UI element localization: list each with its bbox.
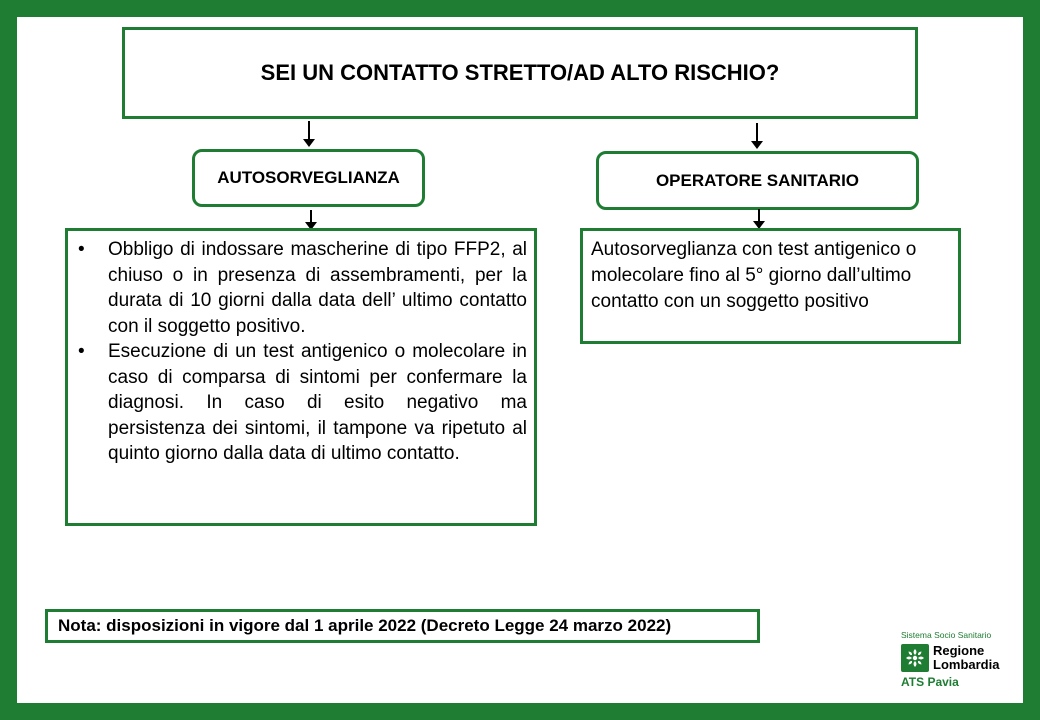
autosorveglianza-details	[65, 228, 537, 526]
operatore-sanitario-label: OPERATORE SANITARIO	[655, 170, 860, 190]
autosorveglianza-box	[192, 149, 425, 207]
operatore-sanitario-text: Autosorveglianza con test antigenico o molecolare fino al 5° giorno dall’ultimo contatto con un soggetto positivo	[591, 239, 917, 312]
logo-top-text: Sistema Socio Sanitario	[901, 630, 992, 640]
arrow-to-right-details	[758, 209, 760, 221]
note-box	[45, 609, 760, 643]
operatore-sanitario-box	[596, 151, 919, 210]
regione-lombardia-logo	[901, 630, 1013, 696]
arrow-to-left-details	[310, 210, 312, 222]
logo-ats-text: ATS Pavia	[901, 675, 959, 689]
details-list	[78, 237, 527, 467]
list-item: • Obbligo di indossare mascherine di tipo FFP2, al chiuso o in presenza di assembramenti, per la durata di 10 giorni dalla data dell’ ultimo contatto con il soggetto positivo.	[78, 237, 527, 339]
logo-name-line1: Regione	[933, 643, 985, 658]
list-item: • Esecuzione di un test antigenico o molecolare in caso di comparsa di sintomi per confermare la diagnosi. In caso di esito negativo ma persistenza dei sintomi, il tampone va ripetuto al quinto giorno dalla data di ultimo contatto.	[78, 339, 527, 467]
logo-name-line2: Lombardia	[933, 657, 1000, 672]
lombardia-rose-icon	[901, 644, 929, 672]
question-title: SEI UN CONTATTO STRETTO/AD ALTO RISCHIO?	[260, 60, 780, 85]
autosorveglianza-label: AUTOSORVEGLIANZA	[217, 168, 400, 187]
question-box	[122, 27, 918, 119]
slide-frame	[17, 17, 1023, 703]
arrow-to-left-branch	[308, 121, 310, 139]
note-text: Nota: disposizioni in vigore dal 1 aprile 2022 (Decreto Legge 24 marzo 2022)	[58, 616, 672, 635]
operatore-sanitario-details	[580, 228, 961, 344]
arrow-to-right-branch	[756, 123, 758, 141]
